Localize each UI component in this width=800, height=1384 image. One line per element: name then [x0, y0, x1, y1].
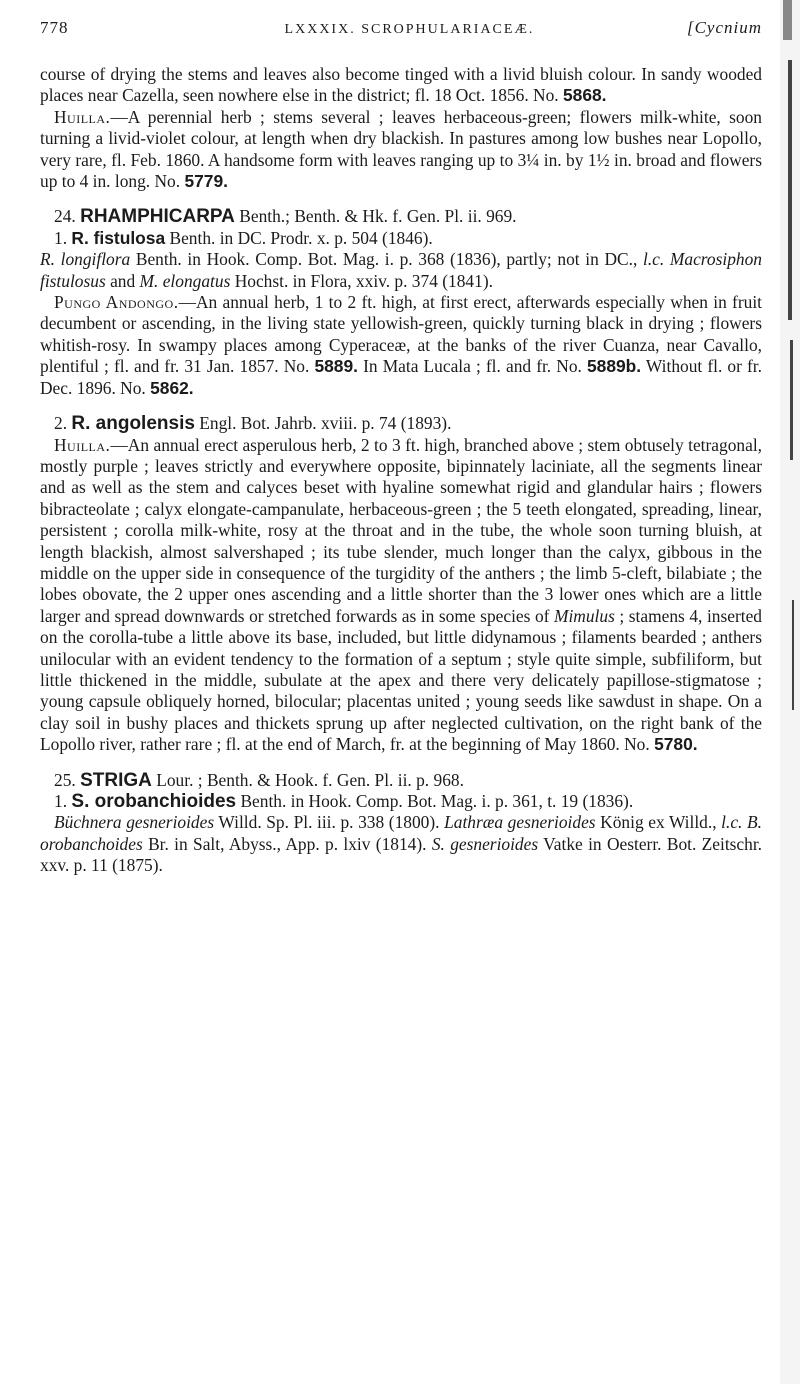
species-entry-orobanchioides: 1. S. orobanchioides Benth. in Hook. Comp. Bot. Mag. i. p. 361, t. 19 (1836). — [54, 791, 634, 812]
page-number: 778 — [40, 18, 69, 37]
locality-huilla-angolensis: Huilla.—An annual erect asperulous herb, 2 to 3 ft. high, branched above ; stem obtusely tetragonal, mostly purple ; leaves strictly and everywhere opposite, bipinnately laciniate, all the segments linear and as well as the stem and calyces beset with hyaline somewhat rigid and glandular hairs ; flowers bibracteolate ; calyx elongate-campanulate, herbaceous-green ; the 5 teeth elongated, spreading, linear, persistent ; corolla milk-white, rosy at the throat and in the tube, the whole soon turning bluish, at length blackish, almost salvershaped ; its tube slender, much longer than the calyx, gibbous in the middle on the upper side in consequence of the turgidity of the anthers ; the limb 5-cleft, bilabiate ; the lobes obovate, the 2 upper ones ascending and a little shorter than the 3 lower ones which are a little larger and spread downwards or stretched forwards as in some species of Mimulus ; stamens 4, inserted on the corolla-tube a little above its base, included, but little didynamous ; filaments bearded ; anthers unilocular with an evident tendency to the formation of a septum ; style quite simple, subfiliform, but little thickened in the middle, subulate at the apex and there very delicately papillose-stigmatose ; young capsule obliquely horned, bilocular; placentas united ; young seeds like sawdust in shape. On a clay soil in bushy places and thickets sprung up after neglected cultivation, on the right bank of the Lopollo river, rather rare ; fl. at the end of March, fr. at the beginning of May 1860. No. 5780. — [40, 434, 763, 755]
cont-paragraph-1: course of drying the stems and leaves also become tinged with a livid bluish colour. In sandy wooded places near Cazella, seen nowhere else in the district; fl. 18 Oct. 1856. No. 5868. — [40, 64, 762, 106]
book-page — [40, 18, 762, 877]
genus-heading: [Cycnium — [686, 18, 762, 37]
genus-entry-striga: 25. STRIGA Lour. ; Benth. & Hook. f. Gen. Pl. ii. p. 968. — [54, 769, 464, 791]
cont-paragraph-2: Huilla.—A perennial herb ; stems several ; leaves herbaceous-green; flowers milk-white, soon turning a livid-violet colour, at length when dry blackish. In pastures among low bushes near Lopollo, very rare, fl. Feb. 1860. A handsome form with leaves ranging up to 3¼ in. by 1½ in. broad and flowers up to 4 in. long. No. 5779. — [40, 106, 762, 192]
page-edge-shadow — [780, 0, 800, 1384]
species-entry-fistulosa: 1. R. fistulosa Benth. in DC. Prodr. x. p. 504 (1846). — [54, 227, 433, 248]
family-heading: LXXXIX. SCROPHULARIACEÆ. — [284, 22, 535, 37]
genus-entry-rhamphicarpa: 24. RHAMPHICARPA Benth.; Benth. & Hk. f. Gen. Pl. ii. 969. — [54, 206, 517, 228]
synonyms-fistulosa: R. longiflora Benth. in Hook. Comp. Bot. Mag. i. p. 368 (1836), partly; not in DC., l.c. Macrosiphon fistulosus and M. elongatus Hochst. in Flora, xxiv. p. 374 (1841). — [40, 249, 762, 291]
running-header — [40, 18, 762, 38]
locality-pungo-andongo: Pungo Andongo.—An annual herb, 1 to 2 ft. high, at first erect, afterwards especially when in fruit decumbent or ascending, in the living state yellowish-green, quickly turning black in drying ; flowers whitish-rosy. In swampy places among Cyperaceæ, at the banks of the river Cuanza, near Cavallo, plentiful ; fl. and fr. 31 Jan. 1857. No. 5889. In Mata Lucala ; fl. and fr. No. 5889b. Without fl. or fr. Dec. 1896. No. 5862. — [40, 292, 762, 398]
synonyms-orobanchioides: Büchnera gesnerioides Willd. Sp. Pl. iii. p. 338 (1800). Lathræa gesnerioides König ex Willd., l.c. B. orobanchoides Br. in Salt, Abyss., App. p. lxiv (1814). S. gesnerioides Vatke in Oesterr. Bot. Zeitschr. xxv. p. 11 (1875). — [40, 812, 763, 876]
species-entry-angolensis: 2. R. angolensis Engl. Bot. Jahrb. xviii. p. 74 (1893). — [54, 413, 452, 435]
